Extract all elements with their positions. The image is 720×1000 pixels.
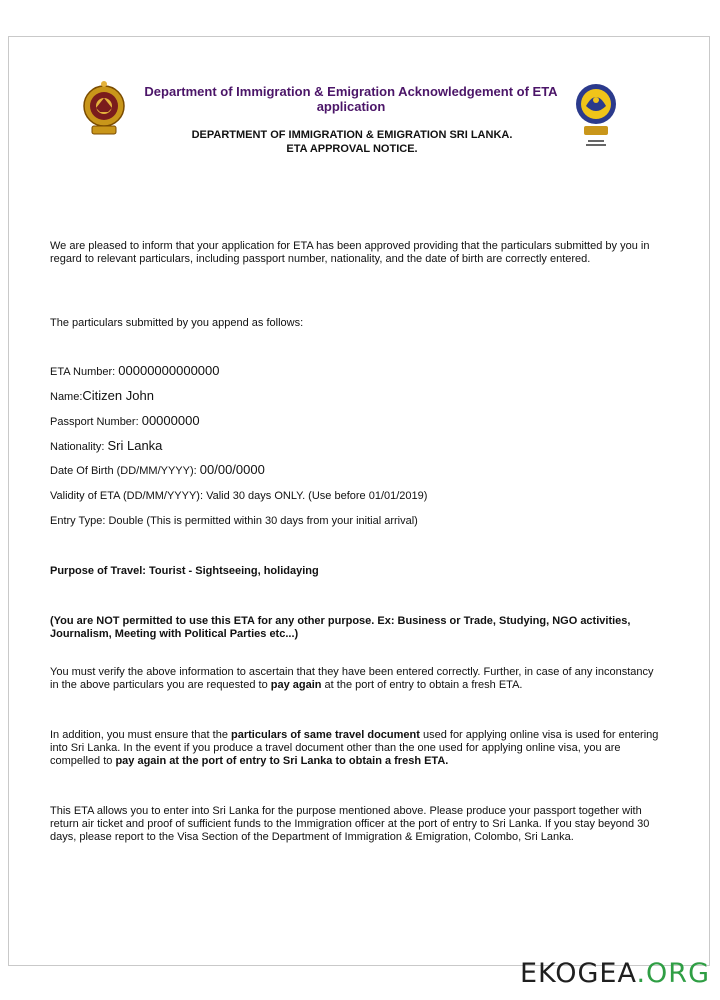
verify-text-end: at the port of entry to obtain a fresh ETA.: [321, 679, 523, 691]
eta-number-value: 00000000000000: [118, 363, 220, 378]
particulars-intro: The particulars submitted by you append as follows:: [50, 317, 304, 329]
passport-value: 00000000: [141, 413, 200, 428]
verify-text: You must verify the above information to ascertain that they have been entered correctly. Further, in case of any inconstancy in the above particulars you are requested to: [50, 666, 654, 691]
travel-doc-emphasis: particulars of same travel document: [231, 729, 420, 741]
passport-label: Passport Number:: [50, 416, 139, 428]
watermark: [520, 958, 710, 989]
purpose-of-travel: Purpose of Travel: Tourist - Sightseeing, holidaying: [50, 565, 319, 577]
travel-doc-text: In addition, you must ensure that the: [50, 729, 232, 741]
passport-field: [50, 413, 200, 428]
approval-intro: We are pleased to inform that your application for ETA has been approved providing that the particulars submitted by you in regard to relevant particulars, including passport number, nationality, and the date of birth are correctly entered.: [50, 240, 650, 265]
notice-heading-line2: ETA APPROVAL NOTICE.: [286, 143, 418, 155]
purpose-restriction: (You are NOT permitted to use this ETA for any other purpose. Ex: Business or Trade, Studying, NGO activities, Journalism, Meeting with Political Parties etc...): [50, 615, 631, 640]
travel-doc-text-mid: used for applying online visa is used for entering into Sri Lanka. In the event if you produce a travel document other than the one used for applying online visa, you are compelled to: [50, 729, 659, 767]
eta-number-field: [50, 363, 220, 378]
department-heading: Department of Immigration & Emigration Acknowledgement of ETA application: [144, 84, 558, 114]
notice-heading: [100, 128, 604, 156]
watermark-name: EKOGEA: [519, 958, 637, 989]
dob-field: [50, 462, 265, 477]
nationality-label: Nationality:: [50, 441, 105, 453]
travel-doc-emphasis-end: pay again at the port of entry to Sri Lanka to obtain a fresh ETA.: [115, 755, 449, 767]
dob-value: 00/00/0000: [199, 462, 265, 477]
verify-paragraph: [50, 666, 660, 692]
dob-label: Date Of Birth (DD/MM/YYYY):: [50, 465, 197, 477]
verify-emphasis: pay again: [270, 679, 322, 691]
entry-type-field: Entry Type: Double (This is permitted within 30 days from your initial arrival): [50, 515, 418, 527]
validity-field: Validity of ETA (DD/MM/YYYY): Valid 30 days ONLY. (Use before 01/01/2019): [50, 490, 428, 502]
name-value: Citizen John: [82, 388, 154, 403]
travel-document-paragraph: [50, 729, 660, 768]
entry-instructions: This ETA allows you to enter into Sri Lanka for the purpose mentioned above. Please produce your passport together with return air ticket and proof of sufficient funds to the Immigration officer at the port of entry to Sri Lanka. If you stay beyond 30 days, please report to the Visa Section of the Department of Immigration & Emigration, Colombo, Sri Lanka.: [50, 805, 650, 843]
name-label: Name:: [50, 391, 83, 403]
notice-heading-line1: DEPARTMENT OF IMMIGRATION & EMIGRATION SRI LANKA.: [191, 129, 513, 141]
eta-number-label: ETA Number:: [50, 366, 116, 378]
name-field: [50, 388, 154, 403]
nationality-value: Sri Lanka: [107, 438, 163, 453]
watermark-domain: .ORG: [636, 958, 710, 989]
nationality-field: [50, 438, 162, 453]
